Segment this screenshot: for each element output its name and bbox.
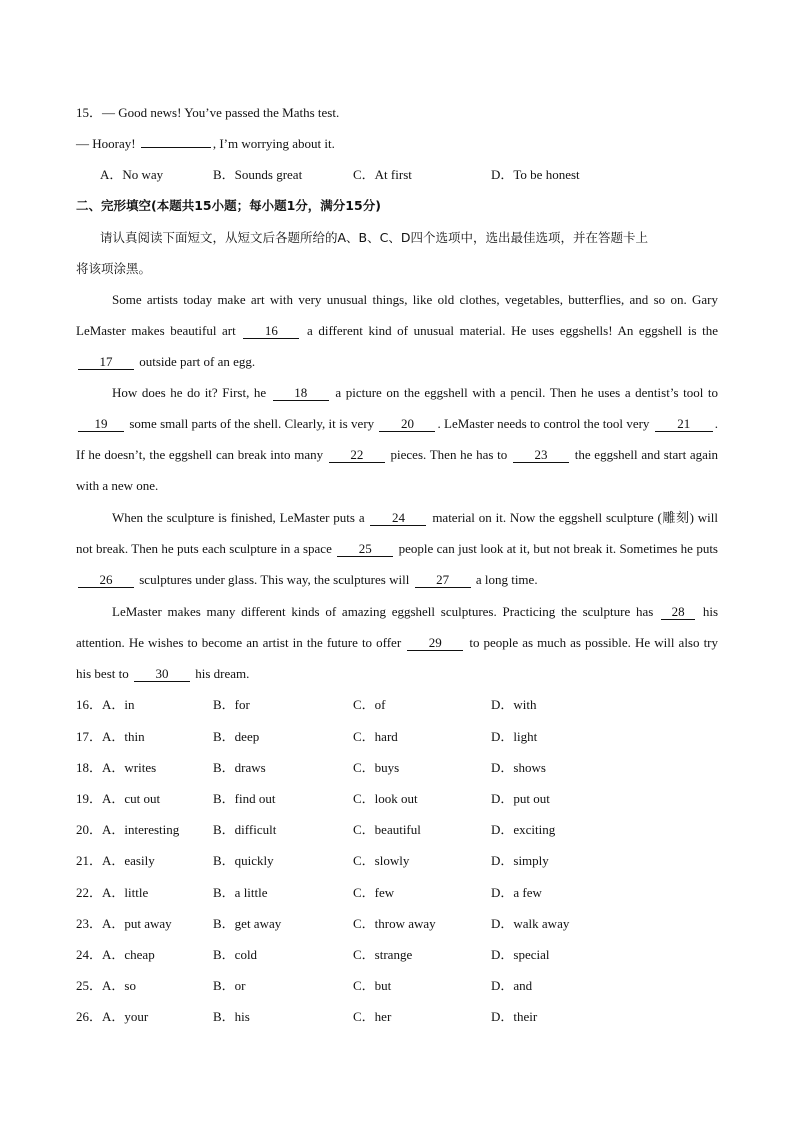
blank-23: 23	[513, 448, 569, 463]
choice-option-d: D．a few	[491, 885, 542, 900]
blank-21: 21	[655, 417, 713, 432]
choice-option-c: C．strange	[353, 947, 413, 962]
blank-29: 29	[407, 636, 463, 651]
choice-option-d: D．light	[491, 729, 538, 744]
q15-blank	[141, 147, 211, 148]
choice-option-b: B．for	[213, 697, 250, 712]
blank-18: 18	[273, 386, 329, 401]
choice-number: 23．	[76, 916, 103, 931]
q15-question: 15．— Good news! You’ve passed the Maths test.	[76, 105, 340, 120]
section-instruction-2: 将该项涂黑。	[76, 261, 152, 276]
q15-reply	[76, 135, 335, 153]
blank-26: 26	[78, 573, 134, 588]
passage-text: Some artists today make art with very unusual things, like old clothes, vegetables, butterflies, and so on. Gary LeMaster makes beautiful art	[76, 292, 718, 338]
blank-20: 20	[379, 417, 435, 432]
choice-option-b: B．difficult	[213, 822, 277, 837]
blank-19: 19	[78, 417, 124, 432]
choice-option-a: A．interesting	[102, 822, 180, 837]
choice-option-b: B．quickly	[213, 853, 274, 868]
choice-option-a: A．your	[102, 1009, 149, 1024]
choice-option-c: C．look out	[353, 791, 418, 806]
passage-text: . If he doesn’t, the eggshell can break into many	[76, 416, 718, 462]
section-title: 二、完形填空(本题共15小题；每小题1分，满分15分)	[76, 198, 381, 213]
choice-option-b: B．his	[213, 1009, 250, 1024]
choice-option-d: D．simply	[491, 853, 549, 868]
choice-number: 26．	[76, 1009, 103, 1024]
choice-option-d: D．and	[491, 978, 533, 993]
passage-paragraph-1	[76, 284, 718, 377]
passage-paragraph-2	[76, 377, 718, 501]
passage-text: his dream.	[195, 666, 250, 681]
passage-text: a different kind of unusual material. He uses eggshells! An eggshell is the	[306, 323, 719, 338]
passage-text: his attention. He wishes to become an artist in the future to offer	[76, 604, 719, 650]
choice-option-b: B．draws	[213, 760, 266, 775]
blank-17: 17	[78, 355, 134, 370]
choice-option-c: C．buys	[353, 760, 400, 775]
choice-option-a: A．thin	[102, 729, 145, 744]
q15-option-b: B．Sounds great	[213, 167, 303, 182]
choice-number: 21．	[76, 853, 103, 868]
passage-text: outside part of an egg.	[139, 354, 256, 369]
section-instruction-1: 请认真阅读下面短文，从短文后各题所给的A、B、C、D四个选项中，选出最佳选项，并在答题卡上	[100, 230, 648, 245]
choice-option-a: A．put away	[102, 916, 172, 931]
q15-reply-start: — Hooray!	[76, 136, 139, 151]
choice-option-d: D．walk away	[491, 916, 570, 931]
choice-option-a: A．easily	[102, 853, 155, 868]
choice-option-c: C．of	[353, 697, 386, 712]
choice-option-c: C．beautiful	[353, 822, 421, 837]
choice-number: 24．	[76, 947, 103, 962]
choice-option-c: C．few	[353, 885, 395, 900]
passage-paragraph-4	[76, 596, 718, 689]
passage-text: a long time.	[475, 572, 538, 587]
choice-option-a: A．in	[102, 697, 135, 712]
choice-option-b: B．deep	[213, 729, 260, 744]
blank-24: 24	[370, 511, 426, 526]
choice-option-b: B．find out	[213, 791, 276, 806]
passage-text: sculptures under glass. This way, the sculptures will	[139, 572, 410, 587]
choice-option-c: C．her	[353, 1009, 392, 1024]
passage-text: some small parts of the shell. Clearly, it is very	[129, 416, 375, 431]
choice-option-a: A．little	[102, 885, 149, 900]
choice-option-a: A．so	[102, 978, 136, 993]
choice-option-d: D．put out	[491, 791, 550, 806]
choice-number: 16．	[76, 697, 103, 712]
passage-paragraph-3	[76, 502, 718, 595]
passage-text: When the sculpture is finished, LeMaster puts a	[112, 510, 365, 525]
choice-number: 22．	[76, 885, 103, 900]
q15-option-d: D．To be honest	[491, 167, 580, 182]
blank-22: 22	[329, 448, 385, 463]
blank-30: 30	[134, 667, 190, 682]
choice-number: 18．	[76, 760, 103, 775]
choice-option-c: C．throw away	[353, 916, 436, 931]
passage-text: people can just look at it, but not break it. Sometimes he puts	[398, 541, 718, 556]
choice-option-c: C．but	[353, 978, 392, 993]
choice-number: 17．	[76, 729, 103, 744]
choice-option-b: B．a little	[213, 885, 268, 900]
choice-option-b: B．or	[213, 978, 246, 993]
choice-option-c: C．hard	[353, 729, 398, 744]
choice-option-b: B．cold	[213, 947, 258, 962]
choice-option-a: A．cut out	[102, 791, 161, 806]
passage-text: How does he do it? First, he	[112, 385, 267, 400]
passage-text: material on it. Now the eggshell sculpture (雕刻) will not break. Then he puts each sculpture in a space	[76, 510, 719, 556]
choice-option-b: B．get away	[213, 916, 282, 931]
q15-option-c: C．At first	[353, 167, 412, 182]
blank-25: 25	[337, 542, 393, 557]
choice-option-d: D．their	[491, 1009, 538, 1024]
choice-option-a: A．cheap	[102, 947, 155, 962]
choice-option-d: D．shows	[491, 760, 546, 775]
choice-option-a: A．writes	[102, 760, 157, 775]
passage-text: to people as much as possible. He will also try his best to	[76, 635, 719, 681]
choice-option-d: D．special	[491, 947, 550, 962]
blank-16: 16	[243, 324, 299, 339]
passage-text: the eggshell and start again with a new one.	[76, 447, 719, 493]
choice-option-d: D．with	[491, 697, 537, 712]
passage-text: a picture on the eggshell with a pencil. Then he uses a dentist’s tool to	[335, 385, 718, 400]
blank-28: 28	[661, 605, 695, 620]
passage-text: pieces. Then he has to	[390, 447, 508, 462]
choice-option-c: C．slowly	[353, 853, 410, 868]
q15-option-a: A．No way	[100, 167, 164, 182]
passage-text: . LeMaster needs to control the tool very	[437, 416, 650, 431]
passage-text: LeMaster makes many different kinds of amazing eggshell sculptures. Practicing the sculpture has	[112, 604, 654, 619]
choice-number: 19．	[76, 791, 103, 806]
choice-option-d: D．exciting	[491, 822, 556, 837]
choice-number: 20．	[76, 822, 103, 837]
blank-27: 27	[415, 573, 471, 588]
choice-number: 25．	[76, 978, 103, 993]
q15-reply-end: , I’m worrying about it.	[212, 136, 335, 151]
